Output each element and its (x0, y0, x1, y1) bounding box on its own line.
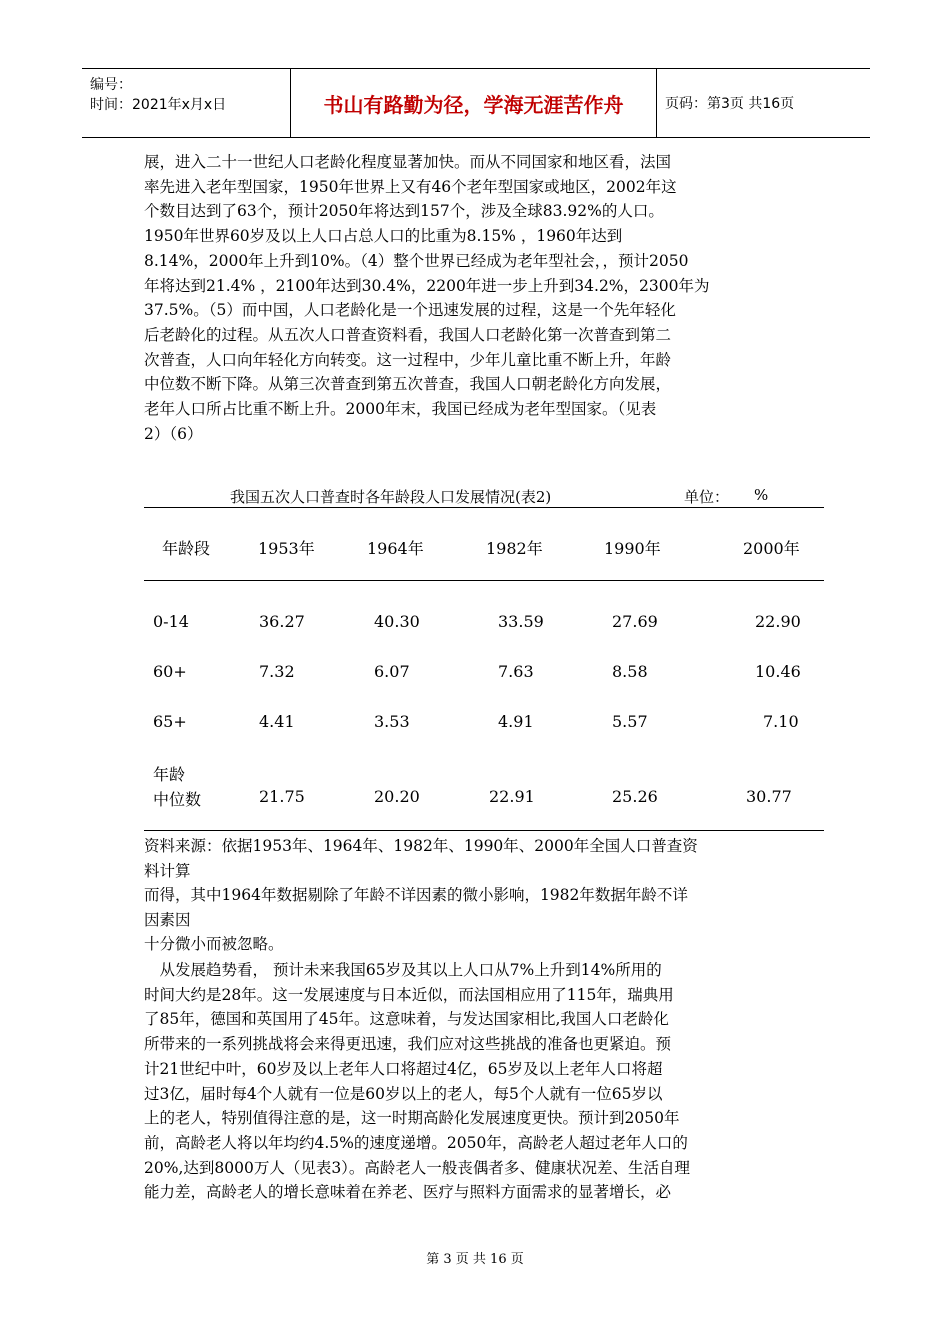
table-cell: 27.69 (612, 612, 658, 631)
table-header-rule (144, 580, 824, 581)
text-line: 8.14%，2000年上升到10%。（4）整个世界已经成为老年型社会，，预计2050 (144, 251, 689, 270)
table-cell: 25.26 (612, 787, 658, 806)
table-cell: 8.58 (612, 662, 648, 681)
text-line: 料计算 (144, 861, 191, 880)
text-line: 中位数不断下降。从第三次普查到第五次普查，我国人口朝老龄化方向发展， (144, 375, 672, 394)
table-header-cell: 2000年 (743, 539, 800, 558)
text-line: 从发展趋势看， 预计未来我国65岁及其以上人口从7%上升到14%所用的 (144, 961, 662, 979)
table-cell: 22.90 (755, 612, 801, 631)
text-line: 次普查，人口向年轻化方向转变。这一过程中，少年儿童比重不断上升，年龄 (144, 350, 672, 369)
text-line: 十分微小而被忽略。 (144, 935, 284, 953)
table-row-label: 中位数 (153, 790, 202, 809)
text-line: 展，进入二十一世纪人口老龄化程度显著加快。而从不同国家和地区看，法国 (144, 153, 672, 171)
table-cell: 7.10 (763, 712, 799, 731)
table-header-cell: 1964年 (367, 539, 424, 558)
text-line: 年将达到21.4% ，2100年达到30.4%，2200年进一步上升到34.2%，2300年为 (144, 276, 710, 295)
text-line: 能力差，高龄老人的增长意味着在养老、医疗与照料方面需求的显著增长，必 (144, 1183, 672, 1202)
header-left-cell (82, 69, 291, 137)
paragraph-1 (144, 150, 824, 446)
table-header-cell: 1990年 (604, 539, 661, 558)
table-cell: 5.57 (612, 712, 648, 731)
table-cell: 3.53 (374, 712, 410, 731)
text-line: 所带来的一系列挑战将会来得更迅速，我们应对这些挑战的准备也更紧迫。预 (144, 1035, 672, 1054)
text-line: 而得，其中1964年数据剔除了年龄不详因素的微小影响，1982年数据年龄不详 (144, 886, 688, 904)
table-title: 我国五次人口普查时各年龄段人口发展情况(表2) (230, 488, 552, 506)
motto: 书山有路勤为径，学海无涯苦作舟 (291, 69, 657, 137)
text-line: 老年人口所占比重不断上升。2000年末，我国已经成为老年型国家。（见表 (144, 400, 657, 419)
text-line: 2）（6） (144, 424, 203, 443)
table-row-label: 65+ (153, 712, 187, 731)
text-line: 后老龄化的过程。从五次人口普查资料看，我国人口老龄化第一次普查到第二 (144, 325, 672, 344)
text-line: 上的老人，特别值得注意的是，这一时期高龄化发展速度更快。预计到2050年 (144, 1109, 680, 1128)
table-cell: 20.20 (374, 787, 420, 806)
text-line: 20%,达到8000万人（见表3）。高龄老人一般丧偶者多、健康状况差、生活自理 (144, 1158, 690, 1177)
table-bottom-rule (144, 830, 824, 831)
page-header (82, 68, 870, 138)
page-footer: 第 3 页 共 16 页 (426, 1252, 524, 1267)
text-line: 了85年，德国和英国用了45年。这意味着，与发达国家相比,我国人口老龄化 (144, 1010, 669, 1029)
table-cell: 10.46 (755, 662, 801, 681)
table-header-cell: 1953年 (258, 539, 315, 558)
table-cell: 33.59 (498, 612, 544, 631)
table-header-cell: 年龄段 (162, 539, 211, 558)
number-label: 编号： (90, 77, 132, 93)
text-line: 计21世纪中叶，60岁及以上老年人口将超过4亿，65岁及以上老年人口将超 (144, 1059, 663, 1078)
source-note (144, 834, 824, 957)
text-line: 37.5%。（5）而中国，人口老龄化是一个迅速发展的过程，这是一个先年轻化 (144, 301, 676, 320)
table-cell: 7.63 (498, 662, 534, 681)
table-cell: 22.91 (489, 787, 535, 806)
table-row-label: 60+ (153, 662, 187, 681)
text-line: 时间大约是28年。这一发展速度与日本近似，而法国相应用了115年，瑞典用 (144, 985, 674, 1004)
text-line: 率先进入老年型国家，1950年世界上又有46个老年型国家或地区，2002年这 (144, 177, 677, 196)
table-cell: 30.77 (746, 787, 792, 806)
table-cell: 4.41 (259, 712, 295, 731)
table-row-label: 年龄 (153, 765, 186, 784)
table-cell: 6.07 (374, 662, 410, 681)
table-top-rule (144, 507, 824, 508)
page-label: 页码：第3页 共16页 (665, 96, 795, 112)
table-header-cell: 1982年 (486, 539, 543, 558)
table-unit: % (754, 486, 769, 504)
text-line: 1950年世界60岁及以上人口占总人口的比重为8.15% ，1960年达到 (144, 227, 623, 246)
text-line: 因素因 (144, 910, 191, 929)
table-cell: 36.27 (259, 612, 305, 631)
paragraph-2 (144, 958, 824, 1205)
table-cell: 4.91 (498, 712, 534, 731)
text-line: 资料来源：依据1953年、1964年、1982年、1990年、2000年全国人口普查资 (144, 837, 698, 855)
date-label: 时间：2021年x月x日 (90, 97, 227, 113)
text-line: 个数目达到了63个，预计2050年将达到157个，涉及全球83.92%的人口。 (144, 202, 664, 221)
table-row-label: 0-14 (153, 612, 189, 631)
text-line: 前，高龄老人将以年均约4.5%的速度递增。2050年，高龄老人超过老年人口的 (144, 1133, 688, 1152)
table-unit-label: 单位： (684, 488, 730, 506)
table-cell: 21.75 (259, 787, 305, 806)
table-cell: 40.30 (374, 612, 420, 631)
text-line: 过3亿，届时每4个人就有一位是60岁以上的老人，每5个人就有一位65岁以 (144, 1084, 663, 1103)
table-cell: 7.32 (259, 662, 295, 681)
